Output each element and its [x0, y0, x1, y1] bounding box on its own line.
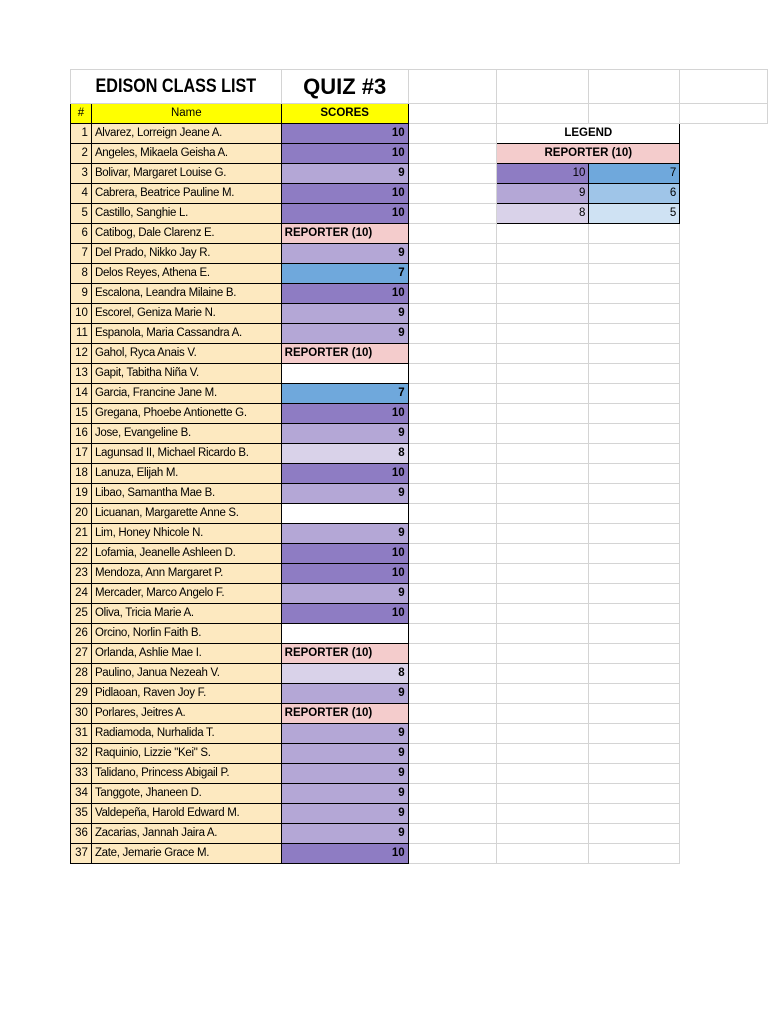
- table-row: [71, 284, 768, 304]
- empty-cell[interactable]: [589, 104, 680, 124]
- table-row: [71, 164, 768, 184]
- empty-cell[interactable]: [680, 70, 768, 104]
- student-name[interactable]: Espanola, Maria Cassandra A.: [91, 324, 281, 344]
- student-name[interactable]: Bolivar, Margaret Louise G.: [91, 164, 281, 184]
- empty-cell[interactable]: [408, 244, 497, 264]
- empty-cell[interactable]: [680, 104, 768, 124]
- empty-cell[interactable]: [497, 764, 589, 784]
- table-row: [71, 184, 768, 204]
- student-name[interactable]: Lagunsad II, Michael Ricardo B.: [91, 444, 281, 464]
- student-name[interactable]: Catibog, Dale Clarenz E.: [91, 224, 281, 244]
- empty-cell[interactable]: [497, 724, 589, 744]
- table-row: [71, 564, 768, 584]
- empty-cell[interactable]: [589, 804, 680, 824]
- empty-cell[interactable]: [589, 584, 680, 604]
- table-row: [71, 144, 768, 164]
- table-row: [71, 204, 768, 224]
- student-name[interactable]: Escalona, Leandra Milaine B.: [91, 284, 281, 304]
- empty-cell[interactable]: [589, 784, 680, 804]
- student-score[interactable]: 8: [281, 664, 408, 684]
- empty-cell[interactable]: [497, 544, 589, 564]
- empty-cell[interactable]: [589, 464, 680, 484]
- student-number[interactable]: 24: [71, 584, 92, 604]
- empty-cell[interactable]: [408, 464, 497, 484]
- empty-cell[interactable]: [408, 404, 497, 424]
- table-row: [71, 784, 768, 804]
- student-score[interactable]: 10: [281, 204, 408, 224]
- empty-cell[interactable]: [589, 724, 680, 744]
- empty-cell[interactable]: [408, 224, 497, 244]
- student-name[interactable]: Oliva, Tricia Marie A.: [91, 604, 281, 624]
- table-row: [71, 684, 768, 704]
- legend-swatch[interactable]: 8: [497, 204, 589, 224]
- table-row: [71, 704, 768, 724]
- table-row: [71, 364, 768, 384]
- empty-cell[interactable]: [589, 304, 680, 324]
- empty-cell[interactable]: [589, 764, 680, 784]
- empty-cell[interactable]: [408, 284, 497, 304]
- student-score[interactable]: 9: [281, 684, 408, 704]
- empty-cell[interactable]: [408, 144, 497, 164]
- student-number[interactable]: 3: [71, 164, 92, 184]
- student-score[interactable]: REPORTER (10): [281, 224, 408, 244]
- student-number[interactable]: 35: [71, 804, 92, 824]
- empty-cell[interactable]: [408, 504, 497, 524]
- student-number[interactable]: 1: [71, 124, 92, 144]
- empty-cell[interactable]: [497, 384, 589, 404]
- student-score[interactable]: 9: [281, 164, 408, 184]
- empty-cell[interactable]: [408, 784, 497, 804]
- empty-cell[interactable]: [408, 744, 497, 764]
- empty-cell[interactable]: [497, 624, 589, 644]
- student-score[interactable]: 7: [281, 384, 408, 404]
- empty-cell[interactable]: [497, 464, 589, 484]
- table-row: [71, 724, 768, 744]
- empty-cell[interactable]: [589, 384, 680, 404]
- student-score[interactable]: 9: [281, 424, 408, 444]
- empty-cell[interactable]: [497, 424, 589, 444]
- student-score[interactable]: [281, 624, 408, 644]
- table-row: [71, 424, 768, 444]
- student-score[interactable]: 9: [281, 804, 408, 824]
- empty-cell[interactable]: [408, 124, 497, 144]
- legend-swatch[interactable]: 6: [589, 184, 680, 204]
- table-row: [71, 464, 768, 484]
- empty-cell[interactable]: [589, 624, 680, 644]
- table-row: [71, 544, 768, 564]
- empty-cell[interactable]: [497, 104, 589, 124]
- header-name[interactable]: Name: [91, 104, 281, 124]
- student-number[interactable]: 12: [71, 344, 92, 364]
- student-number[interactable]: 22: [71, 544, 92, 564]
- student-number[interactable]: 29: [71, 684, 92, 704]
- empty-cell[interactable]: [408, 104, 497, 124]
- empty-cell[interactable]: [408, 764, 497, 784]
- empty-cell[interactable]: [589, 364, 680, 384]
- table-row: [71, 844, 768, 864]
- student-name[interactable]: Jose, Evangeline B.: [91, 424, 281, 444]
- student-number[interactable]: 37: [71, 844, 92, 864]
- student-name[interactable]: Mendoza, Ann Margaret P.: [91, 564, 281, 584]
- student-number[interactable]: 4: [71, 184, 92, 204]
- student-name[interactable]: Mercader, Marco Angelo F.: [91, 584, 281, 604]
- student-name[interactable]: Paulino, Janua Nezeah V.: [91, 664, 281, 684]
- empty-cell[interactable]: [497, 284, 589, 304]
- student-name[interactable]: Radiamoda, Nurhalida T.: [91, 724, 281, 744]
- empty-cell[interactable]: [408, 384, 497, 404]
- student-name[interactable]: Orlanda, Ashlie Mae I.: [91, 644, 281, 664]
- empty-cell[interactable]: [589, 484, 680, 504]
- empty-cell[interactable]: [497, 824, 589, 844]
- sheet-title-cell[interactable]: [71, 70, 282, 104]
- student-number[interactable]: 21: [71, 524, 92, 544]
- student-number[interactable]: 8: [71, 264, 92, 284]
- student-name[interactable]: Cabrera, Beatrice Pauline M.: [91, 184, 281, 204]
- student-score[interactable]: 9: [281, 244, 408, 264]
- student-number[interactable]: 9: [71, 284, 92, 304]
- table-row: [71, 824, 768, 844]
- empty-cell[interactable]: [589, 504, 680, 524]
- legend-swatch[interactable]: 7: [589, 164, 680, 184]
- student-name[interactable]: Delos Reyes, Athena E.: [91, 264, 281, 284]
- empty-cell[interactable]: [589, 824, 680, 844]
- empty-cell[interactable]: [589, 664, 680, 684]
- empty-cell[interactable]: [408, 624, 497, 644]
- student-score[interactable]: 10: [281, 144, 408, 164]
- empty-cell[interactable]: [408, 544, 497, 564]
- table-row: [71, 244, 768, 264]
- student-score[interactable]: 9: [281, 784, 408, 804]
- student-number[interactable]: 25: [71, 604, 92, 624]
- empty-cell[interactable]: [497, 404, 589, 424]
- student-score[interactable]: [281, 504, 408, 524]
- table-row: [71, 664, 768, 684]
- empty-cell[interactable]: [408, 304, 497, 324]
- empty-cell[interactable]: [497, 844, 589, 864]
- student-number[interactable]: 31: [71, 724, 92, 744]
- student-name[interactable]: Licuanan, Margarette Anne S.: [91, 504, 281, 524]
- table-row: [71, 764, 768, 784]
- empty-cell[interactable]: [408, 564, 497, 584]
- empty-cell[interactable]: [497, 564, 589, 584]
- empty-cell[interactable]: [408, 584, 497, 604]
- empty-cell[interactable]: [497, 364, 589, 384]
- empty-cell[interactable]: [589, 70, 680, 104]
- empty-cell[interactable]: [589, 604, 680, 624]
- empty-cell[interactable]: [408, 484, 497, 504]
- student-score[interactable]: REPORTER (10): [281, 344, 408, 364]
- empty-cell[interactable]: [408, 524, 497, 544]
- empty-cell[interactable]: [408, 684, 497, 704]
- empty-cell[interactable]: [497, 344, 589, 364]
- table-row: [71, 264, 768, 284]
- student-score[interactable]: REPORTER (10): [281, 704, 408, 724]
- table-row: [71, 304, 768, 324]
- student-score[interactable]: 8: [281, 444, 408, 464]
- table-row: [71, 524, 768, 544]
- student-score[interactable]: 9: [281, 824, 408, 844]
- table-row: [71, 624, 768, 644]
- empty-cell[interactable]: [589, 564, 680, 584]
- student-name[interactable]: Porlares, Jeitres A.: [91, 704, 281, 724]
- empty-cell[interactable]: [408, 364, 497, 384]
- table-row: [71, 804, 768, 824]
- empty-cell[interactable]: [408, 344, 497, 364]
- empty-cell[interactable]: [408, 844, 497, 864]
- empty-cell[interactable]: [589, 524, 680, 544]
- table-row: [71, 604, 768, 624]
- legend-reporter[interactable]: REPORTER (10): [497, 144, 680, 164]
- empty-cell[interactable]: [497, 704, 589, 724]
- student-number[interactable]: 19: [71, 484, 92, 504]
- student-number[interactable]: 36: [71, 824, 92, 844]
- student-number[interactable]: 27: [71, 644, 92, 664]
- empty-cell[interactable]: [497, 644, 589, 664]
- student-score[interactable]: 10: [281, 284, 408, 304]
- table-row: [71, 744, 768, 764]
- empty-cell[interactable]: [497, 604, 589, 624]
- student-name[interactable]: Angeles, Mikaela Geisha A.: [91, 144, 281, 164]
- sheet-title: EDISON CLASS LIST: [95, 76, 257, 97]
- empty-cell[interactable]: [589, 264, 680, 284]
- table-row: [71, 404, 768, 424]
- student-name[interactable]: Valdepeña, Harold Edward M.: [91, 804, 281, 824]
- header-scores[interactable]: SCORES: [281, 104, 408, 124]
- table-row: [71, 224, 768, 244]
- empty-cell[interactable]: [589, 224, 680, 244]
- empty-cell[interactable]: [408, 824, 497, 844]
- legend-swatch[interactable]: 10: [497, 164, 589, 184]
- table-row: [71, 504, 768, 524]
- student-name[interactable]: Tanggote, Jhaneen D.: [91, 784, 281, 804]
- empty-cell[interactable]: [408, 644, 497, 664]
- student-score[interactable]: 9: [281, 484, 408, 504]
- empty-cell[interactable]: [408, 424, 497, 444]
- empty-cell[interactable]: [497, 224, 589, 244]
- student-name[interactable]: Lanuza, Elijah M.: [91, 464, 281, 484]
- legend-swatch[interactable]: 9: [497, 184, 589, 204]
- empty-cell[interactable]: [408, 664, 497, 684]
- empty-cell[interactable]: [497, 804, 589, 824]
- student-name[interactable]: Gapit, Tabitha Niña V.: [91, 364, 281, 384]
- student-number[interactable]: 23: [71, 564, 92, 584]
- empty-cell[interactable]: [497, 584, 589, 604]
- student-name[interactable]: Gahol, Ryca Anais V.: [91, 344, 281, 364]
- student-number[interactable]: 11: [71, 324, 92, 344]
- student-number[interactable]: 33: [71, 764, 92, 784]
- student-number[interactable]: 14: [71, 384, 92, 404]
- student-number[interactable]: 6: [71, 224, 92, 244]
- table-row: [71, 444, 768, 464]
- student-score[interactable]: 9: [281, 744, 408, 764]
- quiz-title-cell[interactable]: [281, 70, 408, 104]
- table-row: [71, 584, 768, 604]
- student-name[interactable]: Gregana, Phoebe Antionette G.: [91, 404, 281, 424]
- student-name[interactable]: Pidlaoan, Raven Joy F.: [91, 684, 281, 704]
- student-score[interactable]: 9: [281, 724, 408, 744]
- student-number[interactable]: 18: [71, 464, 92, 484]
- student-score[interactable]: 10: [281, 844, 408, 864]
- table-row: [71, 484, 768, 504]
- header-num[interactable]: #: [71, 104, 92, 124]
- student-score[interactable]: 9: [281, 324, 408, 344]
- empty-cell[interactable]: [497, 524, 589, 544]
- student-number[interactable]: 30: [71, 704, 92, 724]
- table-row: [71, 324, 768, 344]
- empty-cell[interactable]: [589, 244, 680, 264]
- empty-cell[interactable]: [408, 70, 497, 104]
- empty-cell[interactable]: [589, 844, 680, 864]
- student-name[interactable]: Lim, Honey Nhicole N.: [91, 524, 281, 544]
- student-score[interactable]: 10: [281, 564, 408, 584]
- legend-swatch[interactable]: 5: [589, 204, 680, 224]
- empty-cell[interactable]: [589, 344, 680, 364]
- student-name[interactable]: Lofamia, Jeanelle Ashleen D.: [91, 544, 281, 564]
- student-name[interactable]: Raquinio, Lizzie "Kei" S.: [91, 744, 281, 764]
- student-number[interactable]: 10: [71, 304, 92, 324]
- empty-cell[interactable]: [497, 444, 589, 464]
- student-score[interactable]: REPORTER (10): [281, 644, 408, 664]
- empty-cell[interactable]: [589, 324, 680, 344]
- empty-cell[interactable]: [408, 444, 497, 464]
- empty-cell[interactable]: [589, 684, 680, 704]
- empty-cell[interactable]: [497, 304, 589, 324]
- student-score[interactable]: [281, 364, 408, 384]
- empty-cell[interactable]: [497, 664, 589, 684]
- student-score[interactable]: 9: [281, 524, 408, 544]
- empty-cell[interactable]: [408, 164, 497, 184]
- student-number[interactable]: 15: [71, 404, 92, 424]
- student-number[interactable]: 5: [71, 204, 92, 224]
- student-number[interactable]: 13: [71, 364, 92, 384]
- table-row: [71, 344, 768, 364]
- empty-cell[interactable]: [408, 804, 497, 824]
- student-number[interactable]: 20: [71, 504, 92, 524]
- empty-cell[interactable]: [408, 264, 497, 284]
- student-score[interactable]: 10: [281, 544, 408, 564]
- empty-cell[interactable]: [589, 704, 680, 724]
- student-number[interactable]: 2: [71, 144, 92, 164]
- student-number[interactable]: 26: [71, 624, 92, 644]
- empty-cell[interactable]: [497, 324, 589, 344]
- student-name[interactable]: Alvarez, Lorreign Jeane A.: [91, 124, 281, 144]
- spreadsheet: [70, 69, 768, 864]
- student-name[interactable]: Zacarias, Jannah Jaira A.: [91, 824, 281, 844]
- student-number[interactable]: 34: [71, 784, 92, 804]
- empty-cell[interactable]: [408, 724, 497, 744]
- empty-cell[interactable]: [497, 70, 589, 104]
- quiz-title: QUIZ #3: [303, 74, 387, 99]
- empty-cell[interactable]: [589, 444, 680, 464]
- student-score[interactable]: 7: [281, 264, 408, 284]
- empty-cell[interactable]: [589, 284, 680, 304]
- empty-cell[interactable]: [408, 704, 497, 724]
- table-row: [71, 384, 768, 404]
- empty-cell[interactable]: [408, 604, 497, 624]
- student-name[interactable]: Del Prado, Nikko Jay R.: [91, 244, 281, 264]
- student-score[interactable]: 10: [281, 404, 408, 424]
- empty-cell[interactable]: [589, 744, 680, 764]
- student-score[interactable]: 9: [281, 304, 408, 324]
- student-name[interactable]: Talidano, Princess Abigail P.: [91, 764, 281, 784]
- student-name[interactable]: Escorel, Geniza Marie N.: [91, 304, 281, 324]
- student-name[interactable]: Libao, Samantha Mae B.: [91, 484, 281, 504]
- student-number[interactable]: 17: [71, 444, 92, 464]
- legend-title[interactable]: LEGEND: [497, 124, 680, 144]
- student-number[interactable]: 28: [71, 664, 92, 684]
- student-score[interactable]: 10: [281, 124, 408, 144]
- empty-cell[interactable]: [589, 404, 680, 424]
- student-name[interactable]: Garcia, Francine Jane M.: [91, 384, 281, 404]
- empty-cell[interactable]: [497, 484, 589, 504]
- empty-cell[interactable]: [497, 264, 589, 284]
- student-number[interactable]: 32: [71, 744, 92, 764]
- empty-cell[interactable]: [408, 324, 497, 344]
- student-number[interactable]: 16: [71, 424, 92, 444]
- empty-cell[interactable]: [589, 644, 680, 664]
- empty-cell[interactable]: [408, 184, 497, 204]
- table-row: [71, 644, 768, 664]
- student-name[interactable]: Orcino, Norlin Faith B.: [91, 624, 281, 644]
- student-number[interactable]: 7: [71, 244, 92, 264]
- student-score[interactable]: 10: [281, 604, 408, 624]
- student-name[interactable]: Castillo, Sanghie L.: [91, 204, 281, 224]
- empty-cell[interactable]: [589, 544, 680, 564]
- student-name[interactable]: Zate, Jemarie Grace M.: [91, 844, 281, 864]
- empty-cell[interactable]: [497, 504, 589, 524]
- student-score[interactable]: 9: [281, 764, 408, 784]
- student-score[interactable]: 9: [281, 584, 408, 604]
- empty-cell[interactable]: [497, 744, 589, 764]
- empty-cell[interactable]: [497, 244, 589, 264]
- empty-cell[interactable]: [497, 684, 589, 704]
- class-list-table: [70, 69, 768, 864]
- empty-cell[interactable]: [589, 424, 680, 444]
- empty-cell[interactable]: [408, 204, 497, 224]
- student-score[interactable]: 10: [281, 184, 408, 204]
- table-row: [71, 124, 768, 144]
- student-score[interactable]: 10: [281, 464, 408, 484]
- empty-cell[interactable]: [497, 784, 589, 804]
